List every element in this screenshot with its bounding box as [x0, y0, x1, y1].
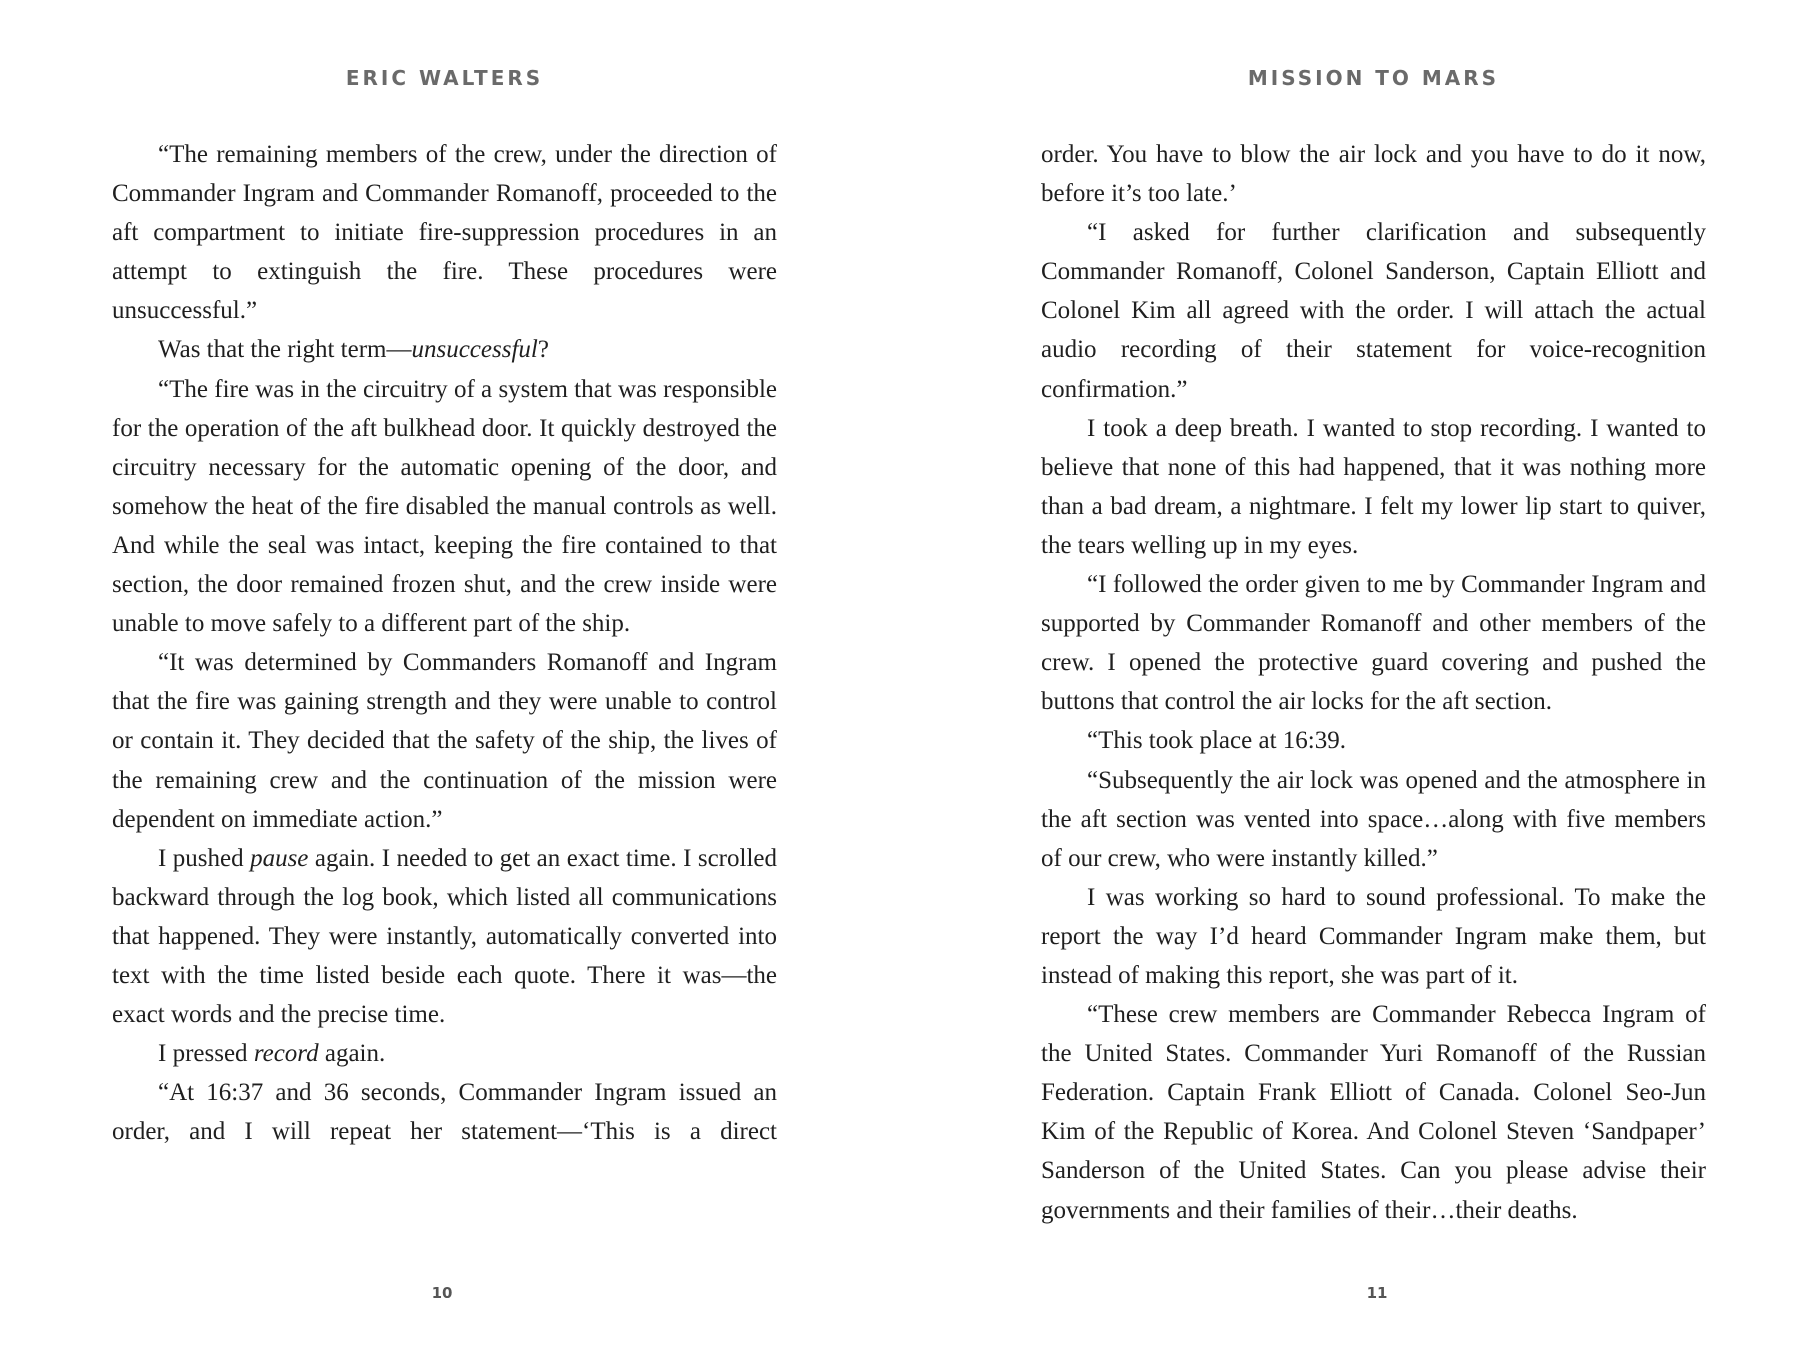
- italic-word: record: [253, 1040, 319, 1068]
- paragraph-text: I pressed: [158, 1040, 254, 1068]
- paragraph-text: ?: [537, 336, 549, 364]
- running-head-title: MISSION TO MARS: [1247, 66, 1500, 90]
- paragraph: “The fire was in the circuitry of a system that was responsible for the operation of the aft bulkhead door. It quickly destroyed the circuitry necessary for the automatic opening of the door, and somehow the heat of the fire disabled the manual controls as well. And while the seal was intact, keeping the fire contained to that section, the door remained frozen shut, and the crew inside were unable to move safely to a different part of the ship.: [112, 375, 777, 638]
- paragraph: I was working so hard to sound professional. To make the report the way I’d heard Commander Ingram make them, but instead of making this report, she was part of it.: [1041, 883, 1706, 989]
- page-number: 10: [431, 1284, 453, 1302]
- paragraph: “I followed the order given to me by Commander Ingram and supported by Commander Romanoff and other members of the crew. I opened the protective guard covering and pushed the buttons that control the air locks for the aft section.: [1041, 571, 1706, 716]
- paragraph: “It was determined by Commanders Romanoff and Ingram that the fire was gaining strength and they were unable to control or contain it. They decided that the safety of the ship, the lives of the remaining crew and the continuation of the mission were dependent on immediate action.”: [112, 649, 777, 833]
- paragraph: [112, 330, 777, 369]
- paragraph-text: again.: [318, 1040, 386, 1068]
- paragraph: I took a deep breath. I wanted to stop recording. I wanted to believe that none of this had happened, that it was nothing more than a bad dream, a nightmare. I felt my lower lip start to quiver, the tears welling up in my eyes.: [1041, 414, 1706, 559]
- italic-word: pause: [250, 844, 309, 872]
- paragraph: “These crew members are Commander Rebecca Ingram of the United States. Commander Yuri Romanoff of the Russian Federation. Captain Frank Elliott of Canada. Colonel Seo-Jun Kim of the Republic of Korea. And Colonel Steven ‘Sandpaper’ Sanderson of the United States. Can you please advise their governments and their families of their…their deaths.: [1041, 1001, 1706, 1224]
- paragraph: “At 16:37 and 36 seconds, Commander Ingram issued an order, and I will repeat her statement—‘This is a direct: [112, 1079, 777, 1146]
- left-page-body: [112, 135, 777, 1151]
- paragraph: “The remaining members of the crew, under the direction of Commander Ingram and Commander Romanoff, proceeded to the aft compartment to initiate fire-suppression procedures in an attempt to extinguish the fire. These procedures were unsuccessful.”: [112, 141, 777, 325]
- running-head-author: ERIC WALTERS: [345, 66, 544, 90]
- page-number: 11: [1366, 1284, 1388, 1302]
- paragraph-text: I pushed: [158, 844, 251, 872]
- paragraph-continued: order. You have to blow the air lock and you have to do it now, before it’s too late.’: [1041, 141, 1706, 208]
- paragraph: “I asked for further clarification and subsequently Commander Romanoff, Colonel Sanderson, Captain Elliott and Colonel Kim all agreed with the order. I will attach the actual audio recording of their statement for voice-recognition confirmation.”: [1041, 219, 1706, 403]
- right-page-body: [1041, 135, 1706, 1230]
- paragraph-text: Was that the right term—: [158, 336, 412, 364]
- paragraph-text: again. I needed to get an exact time. I scrolled backward through the log book, which listed all communications that happened. They were instantly, automatically converted into text with the time listed beside each quote. There it was—the exact words and the precise time.: [112, 844, 777, 1029]
- paragraph: [112, 1034, 777, 1073]
- paragraph: [112, 839, 777, 1034]
- italic-word: unsuccessful: [411, 336, 538, 364]
- right-page: [900, 0, 1800, 1350]
- paragraph: “This took place at 16:39.: [1087, 727, 1346, 755]
- paragraph: “Subsequently the air lock was opened and the atmosphere in the aft section was vented into space…along with five members of our crew, who were instantly killed.”: [1041, 766, 1706, 872]
